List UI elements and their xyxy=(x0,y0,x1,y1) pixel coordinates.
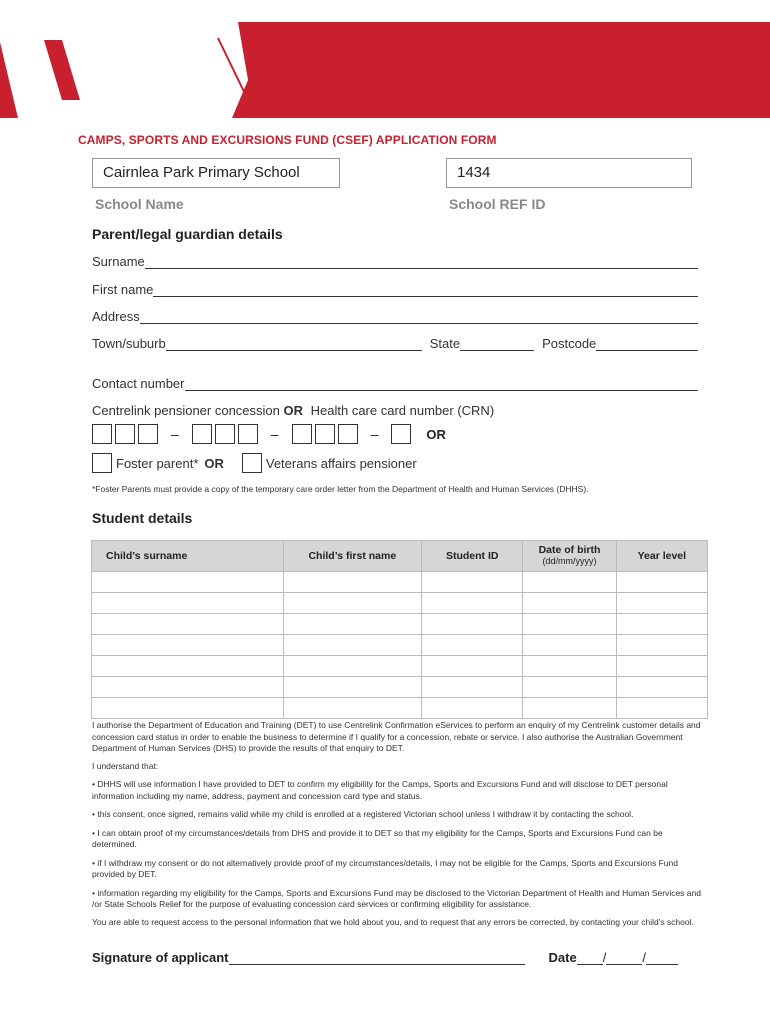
signature-label: Signature of applicant xyxy=(92,950,229,965)
school-ref-label: School REF ID xyxy=(449,196,546,212)
signature-row xyxy=(92,950,696,965)
cell[interactable] xyxy=(92,677,284,698)
cell[interactable] xyxy=(616,572,707,593)
student-table-header xyxy=(92,541,708,572)
student-table xyxy=(91,540,708,719)
foster-note: *Foster Parents must provide a copy of the temporary care order letter from the Department of Health and Human Services (DHHS). xyxy=(92,484,589,494)
crn-dash: – xyxy=(370,426,379,442)
logo xyxy=(84,40,215,106)
guardian-heading: Parent/legal guardian details xyxy=(92,226,283,242)
or-label: OR xyxy=(204,455,224,471)
first-name-row xyxy=(92,282,698,297)
cell[interactable] xyxy=(283,572,421,593)
col-year-level: Year level xyxy=(616,541,707,572)
cell[interactable] xyxy=(422,593,523,614)
cell[interactable] xyxy=(92,614,284,635)
date-month-input[interactable] xyxy=(606,950,642,965)
crn-dash: – xyxy=(171,426,179,442)
foster-veterans-row xyxy=(92,453,417,473)
cell[interactable] xyxy=(616,677,707,698)
crn-digit-box[interactable] xyxy=(391,424,411,444)
cell[interactable] xyxy=(92,698,284,719)
crn-digit-box[interactable] xyxy=(138,424,158,444)
cell[interactable] xyxy=(616,614,707,635)
cell[interactable] xyxy=(283,698,421,719)
school-ref-field[interactable]: 1434 xyxy=(446,158,692,188)
contact-row xyxy=(92,376,698,391)
cell[interactable] xyxy=(283,635,421,656)
table-row xyxy=(92,677,708,698)
surname-row xyxy=(92,254,698,269)
table-row xyxy=(92,593,708,614)
contact-label: Contact number xyxy=(92,376,185,391)
cell[interactable] xyxy=(283,677,421,698)
table-row xyxy=(92,635,708,656)
cell[interactable] xyxy=(523,677,616,698)
crn-digit-box[interactable] xyxy=(338,424,358,444)
crn-digit-box[interactable] xyxy=(215,424,235,444)
logo-line-2: EDUCATION xyxy=(84,60,215,85)
concession-line xyxy=(92,403,494,418)
postcode-input[interactable] xyxy=(596,336,698,351)
or-label: OR xyxy=(283,403,304,418)
school-name-label: School Name xyxy=(95,196,184,212)
cell[interactable] xyxy=(283,593,421,614)
date-separator: / xyxy=(602,950,607,965)
logo-line-3: STATE xyxy=(84,82,153,107)
crn-label: Health care card number (CRN) xyxy=(310,403,495,418)
col-dob xyxy=(523,541,616,572)
school-name-field[interactable]: Cairnlea Park Primary School xyxy=(92,158,340,188)
cell[interactable] xyxy=(283,614,421,635)
date-year-input[interactable] xyxy=(646,950,678,965)
veterans-label: Veterans affairs pensioner xyxy=(265,455,417,471)
town-label: Town/suburb xyxy=(92,336,166,351)
consent-bullet: • I can obtain proof of my circumstances/details from DHS and provide it to DET so that my eligibility for the Camps, Sports and Excursions Fund can be determined. xyxy=(92,827,663,849)
logo-slash-icon xyxy=(44,40,80,100)
cell[interactable] xyxy=(616,698,707,719)
cell[interactable] xyxy=(422,614,523,635)
col-dob-format: (dd/mm/yyyy) xyxy=(542,556,597,566)
logo-line-1: THE xyxy=(84,41,122,61)
crn-digit-box[interactable] xyxy=(192,424,212,444)
cell[interactable] xyxy=(523,614,616,635)
col-dob-label: Date of birth xyxy=(538,544,601,556)
table-row xyxy=(92,614,708,635)
consent-bullet: • DHHS will use information I have provided to DET to confirm my eligibility for the Camps, Sports and Excursions Fund and will disclose to DET personal information including my name, address, payment and concession card type and status. xyxy=(92,779,668,801)
concession-label: Centrelink pensioner concession xyxy=(92,403,280,418)
crn-dash: – xyxy=(270,426,279,442)
surname-label: Surname xyxy=(92,254,145,269)
crn-digit-box[interactable] xyxy=(315,424,335,444)
consent-bullet: • information regarding my eligibility for the Camps, Sports and Excursions Fund may be disclosed to the Victorian Department of Health and Human Services and /or State Schools Relief for the purpose of evaluating concession card services or confirming eligibility for assistance. xyxy=(92,887,701,909)
date-label: Date xyxy=(548,950,577,965)
cell[interactable] xyxy=(523,698,616,719)
consent-bullet: • if I withdraw my consent or do not alternatively provide proof of my circumstances/details, I may not be eligible for the Camps, Sports and Excursions Fund provided by DET. xyxy=(92,857,678,879)
address-label: Address xyxy=(92,309,140,324)
cell[interactable] xyxy=(283,656,421,677)
foster-label: Foster parent* xyxy=(116,455,199,471)
address-input[interactable] xyxy=(140,309,698,324)
surname-input[interactable] xyxy=(145,254,698,269)
cell[interactable] xyxy=(523,593,616,614)
crn-boxes xyxy=(92,424,446,444)
student-heading: Student details xyxy=(92,510,193,526)
col-surname: Child’s surname xyxy=(92,541,284,572)
col-student-id: Student ID xyxy=(422,541,523,572)
consent-bullet: • this consent, once signed, remains valid while my child is enrolled at a registered Victorian school unless I withdraw it by contacting the school. xyxy=(92,809,634,819)
table-row xyxy=(92,656,708,677)
cell[interactable] xyxy=(422,635,523,656)
town-row xyxy=(92,336,698,351)
form-title: CAMPS, SPORTS AND EXCURSIONS FUND (CSEF) APPLICATION FORM xyxy=(78,133,497,147)
contact-input[interactable] xyxy=(185,376,699,391)
cell[interactable] xyxy=(523,635,616,656)
cell[interactable] xyxy=(616,656,707,677)
foster-checkbox[interactable] xyxy=(92,453,112,473)
signature-input[interactable] xyxy=(229,950,525,965)
first-name-label: First name xyxy=(92,282,154,297)
town-input[interactable] xyxy=(166,336,422,351)
crn-digit-box[interactable] xyxy=(238,424,258,444)
cell[interactable] xyxy=(523,656,616,677)
cell[interactable] xyxy=(92,572,284,593)
state-input[interactable] xyxy=(460,336,534,351)
table-row xyxy=(92,572,708,593)
consent-access: You are able to request access to the personal information that we hold about you, and to request that any errors be corrected, by contacting your child's school. xyxy=(92,916,694,927)
address-row xyxy=(92,309,698,324)
first-name-input[interactable] xyxy=(153,282,698,297)
cell[interactable] xyxy=(92,635,284,656)
state-label: State xyxy=(429,336,461,351)
table-row xyxy=(92,698,708,719)
crn-digit-box[interactable] xyxy=(292,424,312,444)
cell[interactable] xyxy=(616,635,707,656)
cell[interactable] xyxy=(92,593,284,614)
consent-understand: I understand that: xyxy=(92,760,159,771)
consent-section xyxy=(92,720,704,928)
col-first-name: Child’s first name xyxy=(283,541,421,572)
date-separator: / xyxy=(642,950,646,965)
cell[interactable] xyxy=(422,572,523,593)
cell[interactable] xyxy=(422,677,523,698)
crn-digit-box[interactable] xyxy=(92,424,112,444)
cell[interactable] xyxy=(523,572,616,593)
cell[interactable] xyxy=(616,593,707,614)
crn-digit-box[interactable] xyxy=(115,424,135,444)
cell[interactable] xyxy=(422,698,523,719)
veterans-checkbox[interactable] xyxy=(242,453,262,473)
cell[interactable] xyxy=(422,656,523,677)
or-label: OR xyxy=(426,426,446,442)
date-day-input[interactable] xyxy=(577,950,603,965)
postcode-label: Postcode xyxy=(542,336,597,351)
cell[interactable] xyxy=(92,656,284,677)
consent-authorise: I authorise the Department of Education and Training (DET) to use Centrelink Confirmation eServices to perform an enquiry of my Centrelink customer details and concession card status in order to enable the business to determine if I qualify for a concession, rebate or service. I also authorise the Australian Government Department of Human Services (DHS) to provide the results of that enquiry to DET. xyxy=(92,720,701,753)
